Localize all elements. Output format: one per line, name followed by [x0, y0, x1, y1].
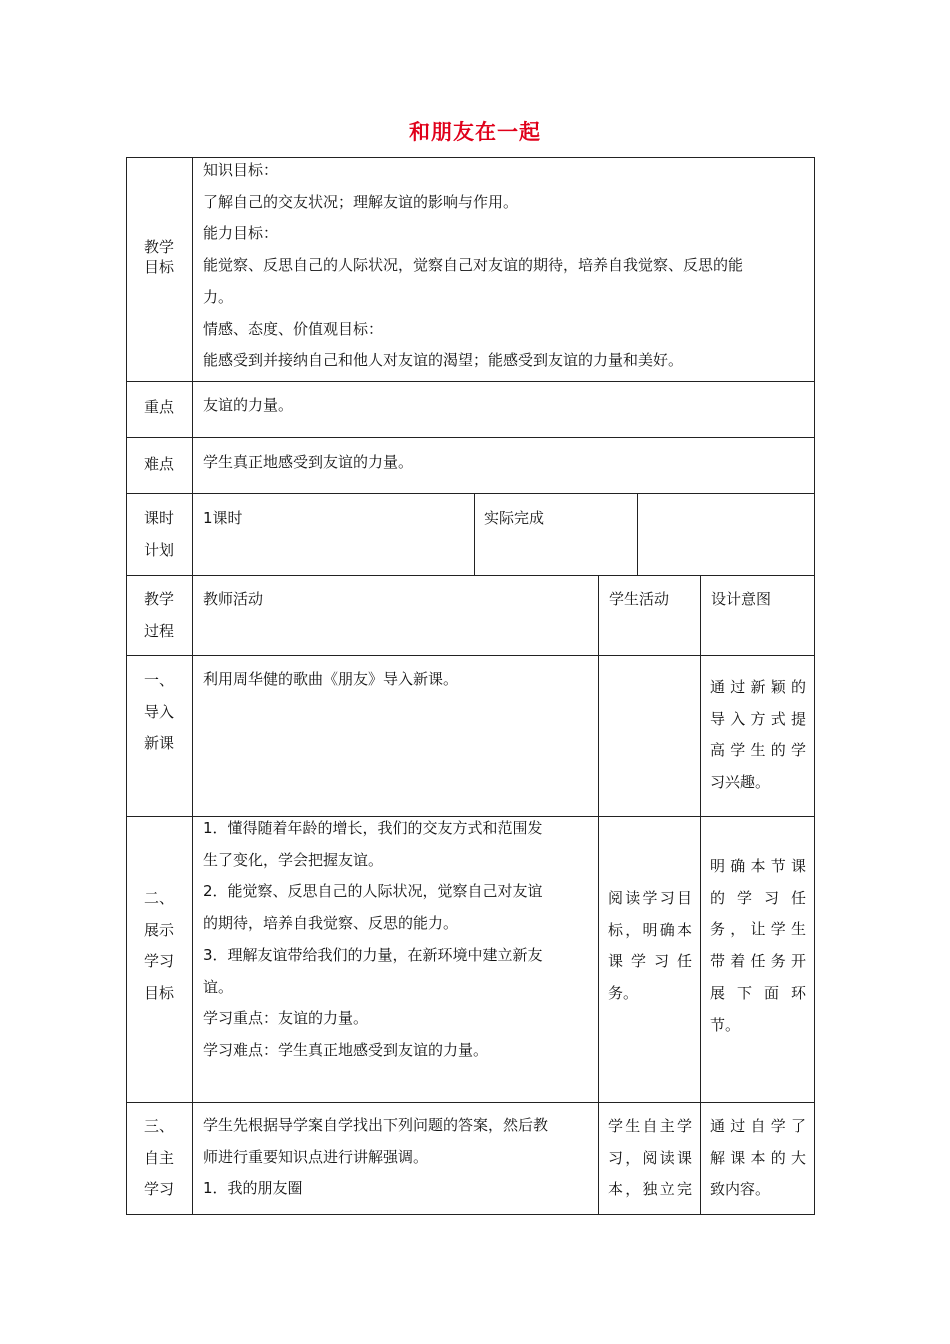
column-divider [598, 575, 599, 1215]
difficulty-label: 难点 [143, 455, 174, 473]
objective-line: 知识目标： [203, 161, 279, 179]
column-divider [637, 493, 638, 575]
student-activity-header: 学生活动 [609, 590, 670, 608]
design-intent-header: 设计意图 [711, 590, 772, 608]
row-divider [126, 1102, 815, 1103]
row-divider [126, 655, 815, 656]
step-2-intent: 明确本节课 的学习任 务，让学生 带着任务开 展下面环 节。 [710, 857, 806, 1034]
objective-line: 了解自己的交友状况；理解友谊的影响与作用。 [203, 192, 519, 211]
schedule-hours: 1课时 [203, 509, 243, 527]
objective-line: 能觉察、反思自己的人际状况，觉察自己对友谊的期待，培养自我觉察、反思的能 [203, 256, 744, 275]
step-1-label: 一、 导入 新课 [143, 671, 174, 753]
key-point-text: 友谊的力量。 [203, 396, 294, 414]
step-3-intent: 通过自学了 解课本的大 致内容。 [710, 1117, 806, 1199]
schedule-actual-label: 实际完成 [484, 509, 545, 527]
page-title: 和朋友在一起 [409, 120, 541, 144]
objectives-text [203, 155, 743, 377]
row-divider [126, 493, 815, 494]
difficulty-text: 学生真正地感受到友谊的力量。 [203, 453, 414, 471]
step-3-student: 学生自主学 习，阅读课 本，独立完 [608, 1117, 692, 1199]
step-1-teacher: 利用周华健的歌曲《朋友》导入新课。 [203, 670, 459, 688]
row-divider [126, 381, 815, 382]
step-2-teacher: 1．懂得随着年龄的增长，我们的交友方式和范围发 生了变化，学会把握友谊。 2．能觉察、反思自己的人际状况，觉察自己对友谊 的期待，培养自我觉察、反思的能力。 3．理解友谊带给我们的力量，在新环境中建立新友 谊。 学习重点：友谊的力量。 学习难点：学生真正地感受到友谊的力量。 [203, 819, 543, 1059]
teacher-activity-header: 教师活动 [203, 590, 264, 608]
objective-line: 情感、态度、价值观目标： [203, 319, 384, 338]
step-1-intent: 通过新颖的 导入方式提 高学生的学 习兴趣。 [710, 678, 806, 792]
column-divider [700, 575, 701, 1215]
step-3-teacher: 学生先根据导学案自学找出下列问题的答案，然后教 师进行重要知识点进行讲解强调。 1．我的朋友圈 [203, 1116, 549, 1198]
step-2-label: 二、 展示 学习 目标 [143, 889, 174, 1003]
objective-line: 能感受到并接纳自己和他人对友谊的渴望；能感受到友谊的力量和美好。 [203, 351, 684, 370]
process-label: 教学 过程 [143, 590, 174, 640]
column-divider [192, 157, 193, 1215]
objectives-label: 教学 目标 [143, 238, 174, 276]
schedule-label: 课时 计划 [143, 509, 174, 559]
row-divider [126, 575, 815, 576]
step-2-student: 阅读学习目 标，明确本 课学习任 务。 [608, 889, 692, 1003]
objective-line: 能力目标： [203, 224, 279, 243]
objective-line: 力。 [203, 287, 234, 306]
row-divider [126, 437, 815, 438]
step-3-label: 三、 自主 学习 [143, 1117, 174, 1199]
key-point-label: 重点 [143, 398, 174, 416]
column-divider [474, 493, 475, 575]
